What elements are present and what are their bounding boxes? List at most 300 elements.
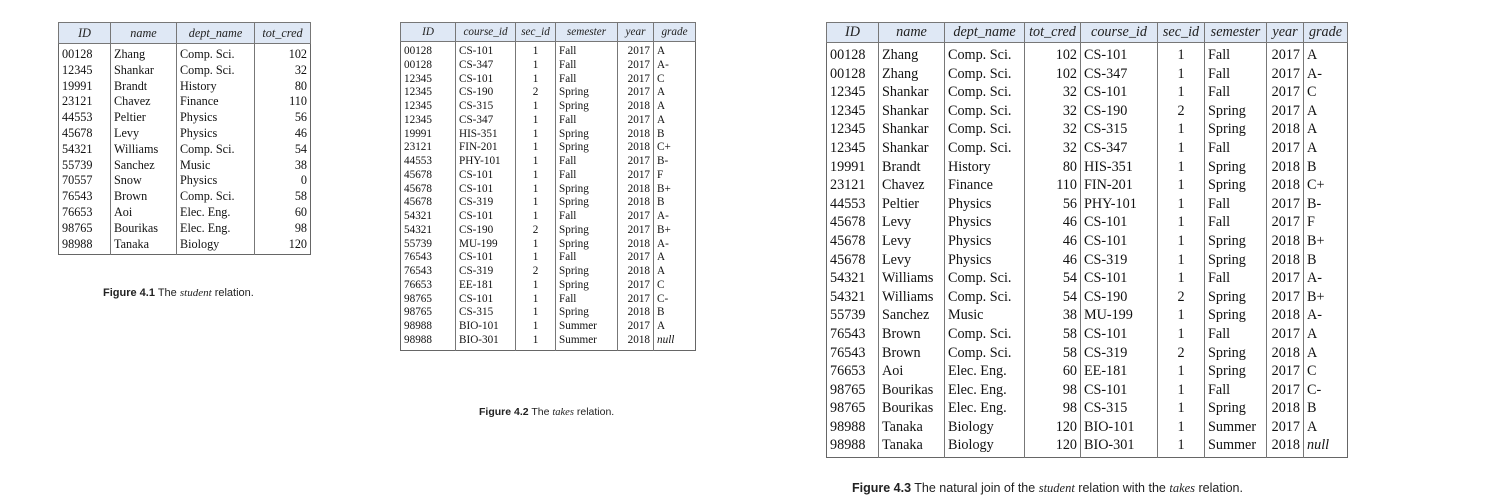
table-cell: Summer bbox=[1205, 418, 1267, 437]
table-row bbox=[827, 325, 1348, 344]
table-cell: 2018 bbox=[618, 306, 654, 320]
column-header: dept_name bbox=[177, 23, 255, 44]
table-cell: 46 bbox=[1025, 251, 1081, 270]
table-cell: Bourikas bbox=[879, 399, 945, 418]
table-cell: 2018 bbox=[1267, 158, 1304, 177]
table-cell: 102 bbox=[1025, 43, 1081, 65]
table-cell: Biology bbox=[945, 436, 1025, 457]
table-row bbox=[59, 110, 311, 126]
column-header: ID bbox=[59, 23, 111, 44]
table-row bbox=[401, 59, 696, 73]
table-cell: Comp. Sci. bbox=[945, 325, 1025, 344]
table-cell: 1 bbox=[1158, 65, 1205, 84]
table-cell: 2018 bbox=[618, 141, 654, 155]
table-cell: 1 bbox=[516, 293, 556, 307]
table-cell: Snow bbox=[111, 173, 177, 189]
table-cell: BIO-101 bbox=[1081, 418, 1158, 437]
table-cell: Levy bbox=[111, 126, 177, 142]
table-row bbox=[827, 176, 1348, 195]
table-cell: 1 bbox=[516, 59, 556, 73]
table-cell: Spring bbox=[556, 238, 618, 252]
table-cell: Comp. Sci. bbox=[945, 43, 1025, 65]
table-cell: Spring bbox=[1205, 158, 1267, 177]
table-cell: Comp. Sci. bbox=[945, 65, 1025, 84]
table-cell: A bbox=[1304, 102, 1348, 121]
table-cell: 2 bbox=[516, 86, 556, 100]
column-header: sec_id bbox=[516, 23, 556, 42]
table-cell: 2017 bbox=[618, 114, 654, 128]
column-header: name bbox=[111, 23, 177, 44]
table-cell: Comp. Sci. bbox=[945, 344, 1025, 363]
table-cell: 1 bbox=[516, 169, 556, 183]
table-cell: 1 bbox=[516, 155, 556, 169]
table-cell: 46 bbox=[1025, 213, 1081, 232]
table-cell: Zhang bbox=[879, 43, 945, 65]
table-cell: Fall bbox=[1205, 195, 1267, 214]
table-cell: A bbox=[1304, 43, 1348, 65]
table-cell: CS-347 bbox=[1081, 139, 1158, 158]
table-cell: 76543 bbox=[62, 189, 93, 204]
table-row bbox=[401, 128, 696, 142]
table-cell: 2017 bbox=[618, 279, 654, 293]
table-row bbox=[827, 436, 1348, 457]
table-cell: 1 bbox=[516, 114, 556, 128]
takes-table-body bbox=[401, 42, 696, 351]
table-cell: CS-101 bbox=[1081, 83, 1158, 102]
table-cell: CS-315 bbox=[1081, 120, 1158, 139]
table-cell: 2018 bbox=[1267, 176, 1304, 195]
table-cell: Summer bbox=[556, 334, 618, 350]
table-cell: 58 bbox=[1025, 344, 1081, 363]
table-cell: 1 bbox=[1158, 120, 1205, 139]
table-cell: Finance bbox=[177, 94, 255, 110]
table-cell: Summer bbox=[556, 320, 618, 334]
table-cell: Biology bbox=[945, 418, 1025, 437]
caption-relation-name: takes bbox=[552, 407, 574, 418]
table-row bbox=[827, 306, 1348, 325]
table-cell: C- bbox=[654, 293, 696, 307]
table-cell: F bbox=[654, 169, 696, 183]
table-cell: 2017 bbox=[1267, 65, 1304, 84]
table-cell: 00128 bbox=[830, 47, 866, 63]
table-cell: 2018 bbox=[1267, 399, 1304, 418]
table-cell: PHY-101 bbox=[1081, 195, 1158, 214]
table-cell: 60 bbox=[1025, 362, 1081, 381]
table-cell: CS-190 bbox=[456, 86, 516, 100]
table-cell: CS-347 bbox=[1081, 65, 1158, 84]
table-cell: Fall bbox=[1205, 213, 1267, 232]
takes-table bbox=[400, 22, 696, 351]
table-cell: Fall bbox=[556, 210, 618, 224]
table-cell: CS-319 bbox=[456, 265, 516, 279]
table-cell: 2017 bbox=[618, 59, 654, 73]
table-cell: Chavez bbox=[879, 176, 945, 195]
table-cell: 1 bbox=[1158, 418, 1205, 437]
table-cell: 2017 bbox=[1267, 83, 1304, 102]
table-cell: 2 bbox=[516, 265, 556, 279]
table-cell: Music bbox=[177, 158, 255, 174]
table-row bbox=[401, 265, 696, 279]
table-cell: 1 bbox=[1158, 399, 1205, 418]
table-cell: 45678 bbox=[62, 125, 93, 140]
table-cell: 19991 bbox=[62, 78, 93, 93]
table-cell: 56 bbox=[255, 110, 311, 126]
table-row bbox=[827, 102, 1348, 121]
table-row bbox=[827, 399, 1348, 418]
table-cell: Spring bbox=[556, 141, 618, 155]
caption-number: Figure 4.1 bbox=[103, 287, 155, 299]
figure-4-3-caption bbox=[852, 481, 1243, 496]
table-cell: 12345 bbox=[404, 100, 432, 112]
table-cell: Fall bbox=[556, 42, 618, 59]
table-cell: Comp. Sci. bbox=[945, 120, 1025, 139]
table-cell: Brandt bbox=[879, 158, 945, 177]
column-header: dept_name bbox=[945, 23, 1025, 43]
table-cell: Williams bbox=[879, 288, 945, 307]
table-cell: HIS-351 bbox=[456, 128, 516, 142]
table-cell: 76543 bbox=[404, 265, 432, 277]
table-cell: 2018 bbox=[618, 265, 654, 279]
table-cell: 55739 bbox=[62, 157, 93, 172]
table-row bbox=[401, 251, 696, 265]
table-cell: Spring bbox=[1205, 232, 1267, 251]
table-row bbox=[401, 169, 696, 183]
table-row bbox=[401, 196, 696, 210]
table-cell: Spring bbox=[1205, 306, 1267, 325]
caption-text: relation. bbox=[1198, 481, 1243, 495]
table-cell: Fall bbox=[1205, 381, 1267, 400]
table-cell: B+ bbox=[654, 224, 696, 238]
table-cell: 54321 bbox=[404, 223, 432, 236]
caption-text: The bbox=[531, 406, 550, 418]
caption-text: relation. bbox=[214, 287, 254, 299]
table-cell: Levy bbox=[879, 232, 945, 251]
table-cell: 23121 bbox=[830, 177, 866, 194]
table-cell: 1 bbox=[1158, 325, 1205, 344]
table-cell: Elec. Eng. bbox=[177, 221, 255, 237]
table-cell: 46 bbox=[1025, 232, 1081, 251]
table-cell: CS-315 bbox=[1081, 399, 1158, 418]
table-row bbox=[401, 210, 696, 224]
caption-text: The natural join of the bbox=[914, 481, 1036, 495]
table-row bbox=[401, 73, 696, 87]
table-cell: CS-101 bbox=[456, 183, 516, 197]
table-cell: 2017 bbox=[1267, 213, 1304, 232]
column-header: semester bbox=[556, 23, 618, 42]
table-cell: 12345 bbox=[830, 121, 866, 138]
table-cell: Fall bbox=[556, 155, 618, 169]
table-cell: 76653 bbox=[62, 204, 93, 219]
table-cell: CS-190 bbox=[1081, 102, 1158, 121]
table-row bbox=[59, 79, 311, 95]
table-row bbox=[827, 83, 1348, 102]
figure-takes-relation bbox=[400, 22, 696, 351]
table-row bbox=[827, 251, 1348, 270]
table-cell: Comp. Sci. bbox=[945, 83, 1025, 102]
table-cell: 00128 bbox=[62, 47, 93, 61]
table-row bbox=[827, 120, 1348, 139]
table-cell: History bbox=[945, 158, 1025, 177]
table-cell: B bbox=[1304, 251, 1348, 270]
table-cell: 46 bbox=[255, 126, 311, 142]
caption-text: relation with the bbox=[1078, 481, 1166, 495]
table-cell: CS-101 bbox=[456, 73, 516, 87]
table-cell: 12345 bbox=[830, 102, 866, 119]
table-cell: 98 bbox=[255, 221, 311, 237]
table-row bbox=[401, 224, 696, 238]
table-row bbox=[827, 418, 1348, 437]
table-cell: 55739 bbox=[830, 307, 866, 324]
table-cell: CS-101 bbox=[1081, 325, 1158, 344]
table-cell: 2017 bbox=[1267, 362, 1304, 381]
table-cell: 2017 bbox=[618, 73, 654, 87]
table-cell: Physics bbox=[945, 232, 1025, 251]
table-cell: Spring bbox=[1205, 102, 1267, 121]
table-cell: C bbox=[1304, 362, 1348, 381]
table-cell: EE-181 bbox=[456, 279, 516, 293]
table-cell: 12345 bbox=[830, 139, 866, 156]
table-cell: 2017 bbox=[1267, 195, 1304, 214]
table-cell: 44553 bbox=[830, 195, 866, 212]
table-cell: A- bbox=[654, 210, 696, 224]
table-cell: CS-190 bbox=[1081, 288, 1158, 307]
table-cell: 45678 bbox=[830, 232, 866, 249]
table-cell: 0 bbox=[255, 173, 311, 189]
table-cell: CS-101 bbox=[456, 42, 516, 59]
table-cell: 1 bbox=[516, 306, 556, 320]
table-cell: 32 bbox=[1025, 120, 1081, 139]
table-cell: 1 bbox=[516, 210, 556, 224]
table-cell: 110 bbox=[255, 94, 311, 110]
table-row bbox=[827, 362, 1348, 381]
table-cell: 1 bbox=[1158, 381, 1205, 400]
figure-4-2-caption bbox=[479, 406, 614, 418]
column-header: tot_cred bbox=[255, 23, 311, 44]
table-cell: Physics bbox=[945, 251, 1025, 270]
table-row bbox=[59, 94, 311, 110]
natural-join-table bbox=[826, 22, 1348, 458]
table-cell: Fall bbox=[556, 169, 618, 183]
table-cell: CS-315 bbox=[456, 306, 516, 320]
table-cell: Fall bbox=[556, 114, 618, 128]
table-cell: 2017 bbox=[1267, 325, 1304, 344]
table-cell: 2018 bbox=[1267, 306, 1304, 325]
table-cell: 98988 bbox=[62, 236, 93, 251]
table-row bbox=[401, 279, 696, 293]
table-row bbox=[827, 213, 1348, 232]
table-cell: 98765 bbox=[62, 220, 93, 235]
table-cell: 45678 bbox=[830, 251, 866, 268]
table-cell: 1 bbox=[516, 42, 556, 59]
table-cell: 45678 bbox=[404, 196, 432, 209]
table-cell: A bbox=[654, 100, 696, 114]
table-cell: Fall bbox=[1205, 269, 1267, 288]
table-cell: Fall bbox=[1205, 325, 1267, 344]
table-row bbox=[59, 173, 311, 189]
table-cell: Elec. Eng. bbox=[177, 205, 255, 221]
table-cell: CS-319 bbox=[1081, 344, 1158, 363]
table-cell: Comp. Sci. bbox=[177, 63, 255, 79]
table-cell: 98765 bbox=[830, 381, 866, 398]
table-cell: B- bbox=[1304, 195, 1348, 214]
table-row bbox=[401, 334, 696, 350]
table-cell: 00128 bbox=[830, 65, 866, 82]
table-row bbox=[401, 183, 696, 197]
table-cell: Shankar bbox=[879, 139, 945, 158]
table-cell: 2017 bbox=[618, 224, 654, 238]
table-cell: A bbox=[654, 320, 696, 334]
table-row bbox=[59, 63, 311, 79]
table-cell: Williams bbox=[879, 269, 945, 288]
table-cell: 98988 bbox=[404, 333, 432, 346]
figure-natural-join bbox=[826, 22, 1348, 458]
table-cell: 2017 bbox=[618, 320, 654, 334]
table-cell: 1 bbox=[1158, 158, 1205, 177]
table-cell: 32 bbox=[255, 63, 311, 79]
column-header: ID bbox=[401, 23, 456, 42]
table-cell: null bbox=[1304, 436, 1348, 457]
table-cell: 2017 bbox=[1267, 381, 1304, 400]
table-row bbox=[401, 42, 696, 59]
table-cell: BIO-301 bbox=[1081, 436, 1158, 457]
table-cell: 98765 bbox=[404, 306, 432, 319]
table-cell: Sanchez bbox=[111, 158, 177, 174]
table-cell: Zhang bbox=[879, 65, 945, 84]
table-cell: BIO-101 bbox=[456, 320, 516, 334]
table-cell: 98988 bbox=[830, 437, 866, 454]
table-cell: History bbox=[177, 79, 255, 95]
table-cell: Spring bbox=[1205, 176, 1267, 195]
table-cell: 80 bbox=[1025, 158, 1081, 177]
column-header: tot_cred bbox=[1025, 23, 1081, 43]
table-cell: 45678 bbox=[404, 182, 432, 195]
table-cell: 76653 bbox=[404, 278, 432, 291]
table-cell: 58 bbox=[255, 189, 311, 205]
table-cell: Brown bbox=[879, 344, 945, 363]
table-cell: Fall bbox=[1205, 83, 1267, 102]
table-cell: Spring bbox=[556, 183, 618, 197]
table-cell: A bbox=[1304, 325, 1348, 344]
table-cell: 54 bbox=[1025, 288, 1081, 307]
table-cell: 60 bbox=[255, 205, 311, 221]
table-cell: 98765 bbox=[404, 292, 432, 305]
table-cell: 2017 bbox=[1267, 43, 1304, 65]
table-row bbox=[59, 142, 311, 158]
table-cell: Spring bbox=[1205, 344, 1267, 363]
table-cell: Peltier bbox=[111, 110, 177, 126]
table-cell: 1 bbox=[516, 196, 556, 210]
table-cell: 1 bbox=[1158, 139, 1205, 158]
table-cell: 2017 bbox=[1267, 139, 1304, 158]
table-cell: Spring bbox=[1205, 288, 1267, 307]
table-cell: 32 bbox=[1025, 83, 1081, 102]
table-cell: 2017 bbox=[1267, 288, 1304, 307]
table-row bbox=[827, 381, 1348, 400]
table-cell: Physics bbox=[177, 110, 255, 126]
table-cell: Levy bbox=[879, 251, 945, 270]
table-cell: Aoi bbox=[879, 362, 945, 381]
table-cell: FIN-201 bbox=[1081, 176, 1158, 195]
table-cell: 98765 bbox=[830, 400, 866, 417]
table-cell: Physics bbox=[945, 213, 1025, 232]
table-cell: Spring bbox=[556, 128, 618, 142]
table-cell: A bbox=[654, 265, 696, 279]
figure-student-relation bbox=[58, 22, 311, 255]
table-cell: 2 bbox=[1158, 344, 1205, 363]
table-cell: Comp. Sci. bbox=[177, 142, 255, 158]
table-cell: 19991 bbox=[830, 158, 866, 175]
table-row bbox=[59, 44, 311, 63]
table-cell: 54 bbox=[1025, 269, 1081, 288]
table-cell: 54321 bbox=[404, 210, 432, 222]
table-cell: 00128 bbox=[404, 45, 432, 57]
table-cell: C- bbox=[1304, 381, 1348, 400]
table-cell: Fall bbox=[556, 59, 618, 73]
table-cell: Fall bbox=[1205, 43, 1267, 65]
table-cell: C bbox=[654, 279, 696, 293]
table-cell: A- bbox=[1304, 306, 1348, 325]
table-row bbox=[401, 306, 696, 320]
table-cell: A- bbox=[654, 238, 696, 252]
table-cell: 55739 bbox=[404, 237, 432, 250]
caption-relation-name: student bbox=[1038, 481, 1075, 495]
table-cell: PHY-101 bbox=[456, 155, 516, 169]
table-cell: Fall bbox=[1205, 139, 1267, 158]
table-cell: 2 bbox=[516, 224, 556, 238]
table-cell: CS-347 bbox=[456, 114, 516, 128]
table-cell: 102 bbox=[255, 44, 311, 63]
takes-header-row bbox=[401, 23, 696, 42]
column-header: grade bbox=[1304, 23, 1348, 43]
table-cell: 110 bbox=[1025, 176, 1081, 195]
table-cell: Shankar bbox=[879, 102, 945, 121]
table-cell: 54321 bbox=[830, 270, 866, 287]
column-header: semester bbox=[1205, 23, 1267, 43]
table-cell: Brown bbox=[111, 189, 177, 205]
table-cell: Music bbox=[945, 306, 1025, 325]
table-cell: Physics bbox=[177, 173, 255, 189]
table-cell: Spring bbox=[556, 196, 618, 210]
table-cell: A bbox=[1304, 139, 1348, 158]
table-row bbox=[401, 141, 696, 155]
table-row bbox=[59, 158, 311, 174]
table-cell: 2018 bbox=[618, 238, 654, 252]
table-cell: Fall bbox=[556, 251, 618, 265]
table-row bbox=[827, 195, 1348, 214]
table-cell: 76543 bbox=[830, 344, 866, 361]
table-row bbox=[827, 288, 1348, 307]
table-row bbox=[59, 221, 311, 237]
table-cell: Brown bbox=[879, 325, 945, 344]
table-row bbox=[59, 126, 311, 142]
table-cell: 120 bbox=[1025, 436, 1081, 457]
table-cell: F bbox=[1304, 213, 1348, 232]
table-cell: 1 bbox=[516, 320, 556, 334]
join-table-body bbox=[827, 43, 1348, 458]
table-cell: 45678 bbox=[404, 168, 432, 181]
table-cell: A- bbox=[1304, 269, 1348, 288]
table-cell: 1 bbox=[516, 73, 556, 87]
table-cell: Spring bbox=[1205, 120, 1267, 139]
table-cell: FIN-201 bbox=[456, 141, 516, 155]
table-row bbox=[401, 320, 696, 334]
table-cell: 102 bbox=[1025, 65, 1081, 84]
table-cell: 70557 bbox=[62, 173, 93, 188]
table-cell: B+ bbox=[1304, 288, 1348, 307]
table-cell: Spring bbox=[1205, 399, 1267, 418]
table-cell: A bbox=[654, 114, 696, 128]
column-header: name bbox=[879, 23, 945, 43]
